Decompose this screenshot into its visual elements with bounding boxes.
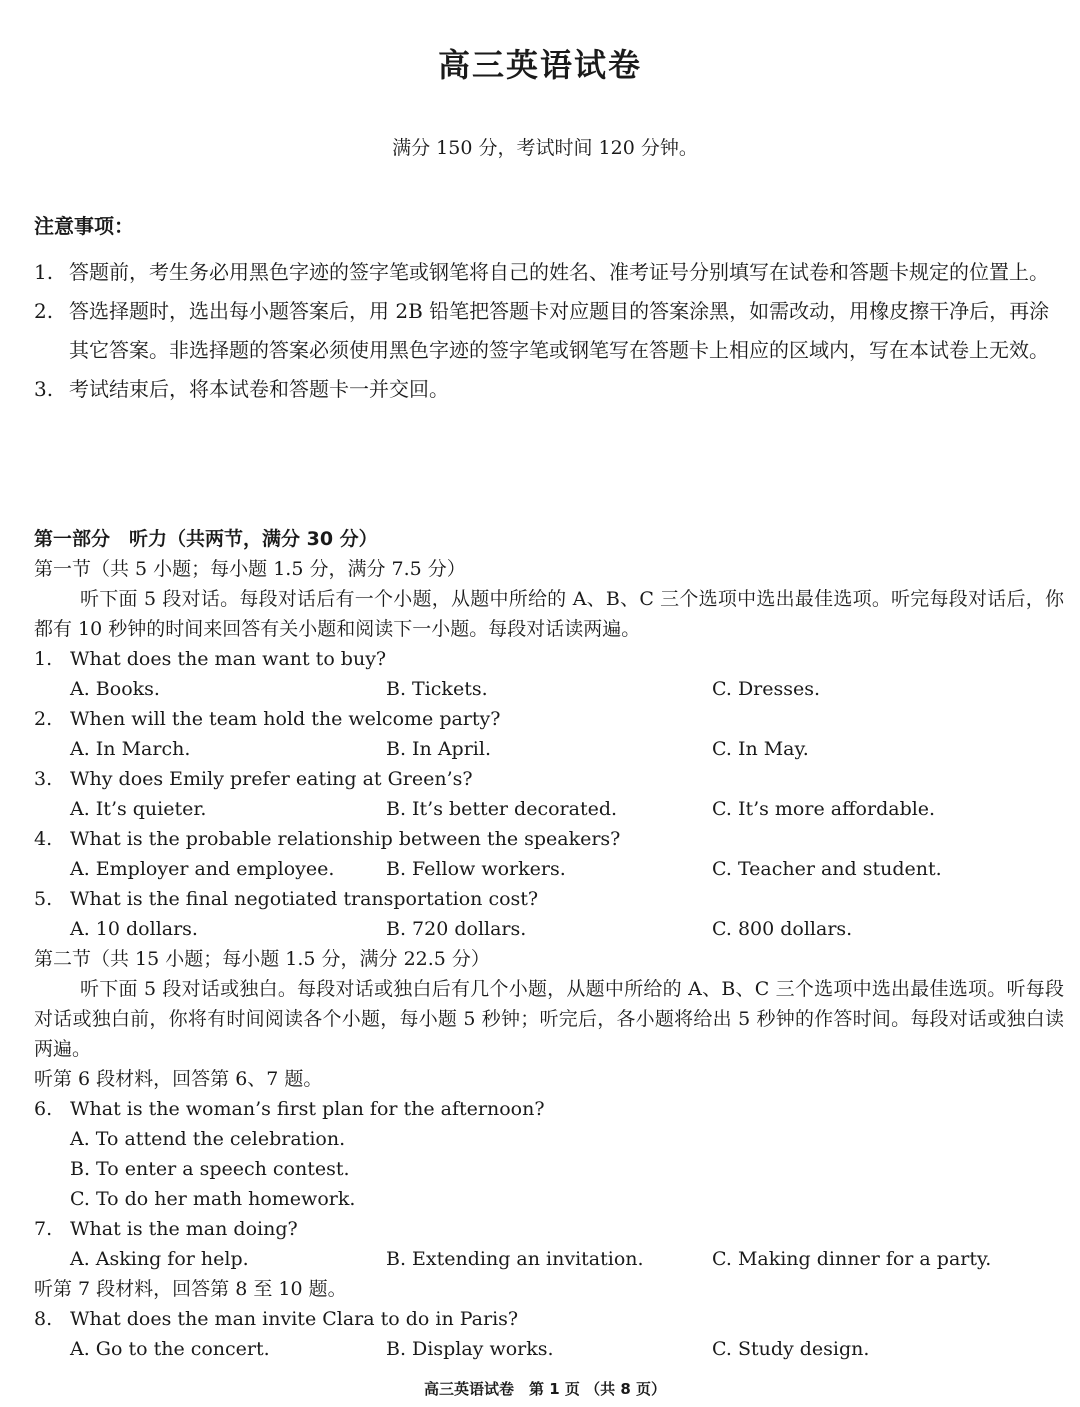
section-one-instructions: 听下面 5 段对话。每段对话后有一个小题，从题中所给的 A、B、C 三个选项中选出最佳选项。听完每段对话后，你都有 10 秒钟的时间来回答有关小题和阅读下一小题。每段对话读两遍。 <box>34 588 1064 640</box>
option-c: C. It’s more affordable. <box>712 798 936 820</box>
section-one-title: 第一节（共 5 小题；每小题 1.5 分，满分 7.5 分） <box>34 558 466 580</box>
question-text: What is the probable relationship between the speakers? <box>70 828 621 850</box>
listening-part <box>34 524 1064 1364</box>
question-number: 3. <box>34 768 53 790</box>
question-text: What does the man invite Clara to do in Paris? <box>70 1308 519 1330</box>
question <box>34 1214 1064 1244</box>
option-c: C. 800 dollars. <box>712 918 853 940</box>
options-row <box>34 794 1064 824</box>
notice-item-number: 2. <box>34 299 54 323</box>
option-b: B. To enter a speech contest. <box>70 1158 350 1180</box>
option-c: C. To do her math homework. <box>70 1188 356 1210</box>
material-heading: 听第 6 段材料，回答第 6、7 题。 <box>34 1068 323 1090</box>
option-a: A. In March. <box>70 738 191 760</box>
question <box>34 764 1064 794</box>
option-c: C. Teacher and student. <box>712 858 942 880</box>
question <box>34 704 1064 734</box>
section-two-instructions: 听下面 5 段对话或独白。每段对话或独白后有几个小题，从题中所给的 A、B、C 三个选项中选出最佳选项。听每段对话或独白前，你将有时间阅读各个小题，每小题 5 秒钟；听完后，各小题将给出 5 秒钟的作答时间。每段对话或独白读两遍。 <box>34 978 1064 1060</box>
question <box>34 644 1064 674</box>
option-b: B. Extending an invitation. <box>386 1248 644 1270</box>
question <box>34 1304 1064 1334</box>
question-text: When will the team hold the welcome party? <box>70 708 501 730</box>
option-a: A. 10 dollars. <box>70 918 198 940</box>
option-a: A. It’s quieter. <box>70 798 207 820</box>
option-c: C. Making dinner for a party. <box>712 1248 992 1270</box>
page-title: 高三英语试卷 <box>437 46 642 84</box>
option-b: B. It’s better decorated. <box>386 798 618 820</box>
notice-item <box>34 370 1064 409</box>
options-row <box>34 914 1064 944</box>
question-number: 4. <box>34 828 53 850</box>
notice-heading: 注意事项： <box>34 214 134 238</box>
notice-item-text: 答题前，考生务必用黑色字迹的签字笔或钢笔将自己的姓名、准考证号分别填写在试卷和答题卡规定的位置上。 <box>69 260 1049 284</box>
options-row <box>34 1244 1064 1274</box>
options-row <box>34 854 1064 884</box>
notice-item <box>34 253 1064 292</box>
material-heading: 听第 7 段材料，回答第 8 至 10 题。 <box>34 1278 347 1300</box>
option-a: A. To attend the celebration. <box>70 1128 346 1150</box>
option-a: A. Go to the concert. <box>70 1338 270 1360</box>
page-footer: 高三英语试卷 第 1 页 （共 8 页） <box>424 1380 666 1398</box>
question-text: What is the final negotiated transportation cost? <box>70 888 539 910</box>
question-number: 1. <box>34 648 53 670</box>
notice-item-text: 考试结束后，将本试卷和答题卡一并交回。 <box>69 377 449 401</box>
option-c: C. In May. <box>712 738 809 760</box>
options-row <box>34 734 1064 764</box>
options-row <box>34 674 1064 704</box>
notice-item-number: 3. <box>34 377 54 401</box>
option-b: B. Fellow workers. <box>386 858 566 880</box>
question-number: 5. <box>34 888 53 910</box>
question-text: Why does Emily prefer eating at Green’s? <box>70 768 473 790</box>
notice-item <box>34 292 1064 370</box>
question-text: What is the woman’s first plan for the afternoon? <box>70 1098 545 1120</box>
option-c: C. Dresses. <box>712 678 821 700</box>
question-text: What is the man doing? <box>70 1218 298 1240</box>
question-text: What does the man want to buy? <box>70 648 387 670</box>
notice-section <box>34 210 1064 409</box>
question <box>34 824 1064 854</box>
question <box>34 1094 1064 1124</box>
question-number: 8. <box>34 1308 53 1330</box>
question-number: 2. <box>34 708 53 730</box>
question <box>34 884 1064 914</box>
option-b: B. Display works. <box>386 1338 554 1360</box>
question-number: 7. <box>34 1218 53 1240</box>
option-a: A. Books. <box>70 678 160 700</box>
option-a: A. Asking for help. <box>70 1248 249 1270</box>
options-row <box>34 1334 1064 1364</box>
notice-item-number: 1. <box>34 260 54 284</box>
option-b: B. In April. <box>386 738 491 760</box>
option-c: C. Study design. <box>712 1338 870 1360</box>
option-a: A. Employer and employee. <box>70 858 335 880</box>
section-two-title: 第二节（共 15 小题；每小题 1.5 分，满分 22.5 分） <box>34 948 490 970</box>
notice-item-text: 答选择题时，选出每小题答案后，用 2B 铅笔把答题卡对应题目的答案涂黑，如需改动，用橡皮擦干净后，再涂其它答案。非选择题的答案必须使用黑色字迹的签字笔或钢笔写在答题卡上相应的区域内，写在本试卷上无效。 <box>69 299 1050 362</box>
option-b: B. Tickets. <box>386 678 488 700</box>
option-b: B. 720 dollars. <box>386 918 527 940</box>
part-one-title: 第一部分 听力（共两节，满分 30 分） <box>34 528 378 550</box>
score-time-note: 满分 150 分，考试时间 120 分钟。 <box>392 137 698 159</box>
question-number: 6. <box>34 1098 53 1120</box>
